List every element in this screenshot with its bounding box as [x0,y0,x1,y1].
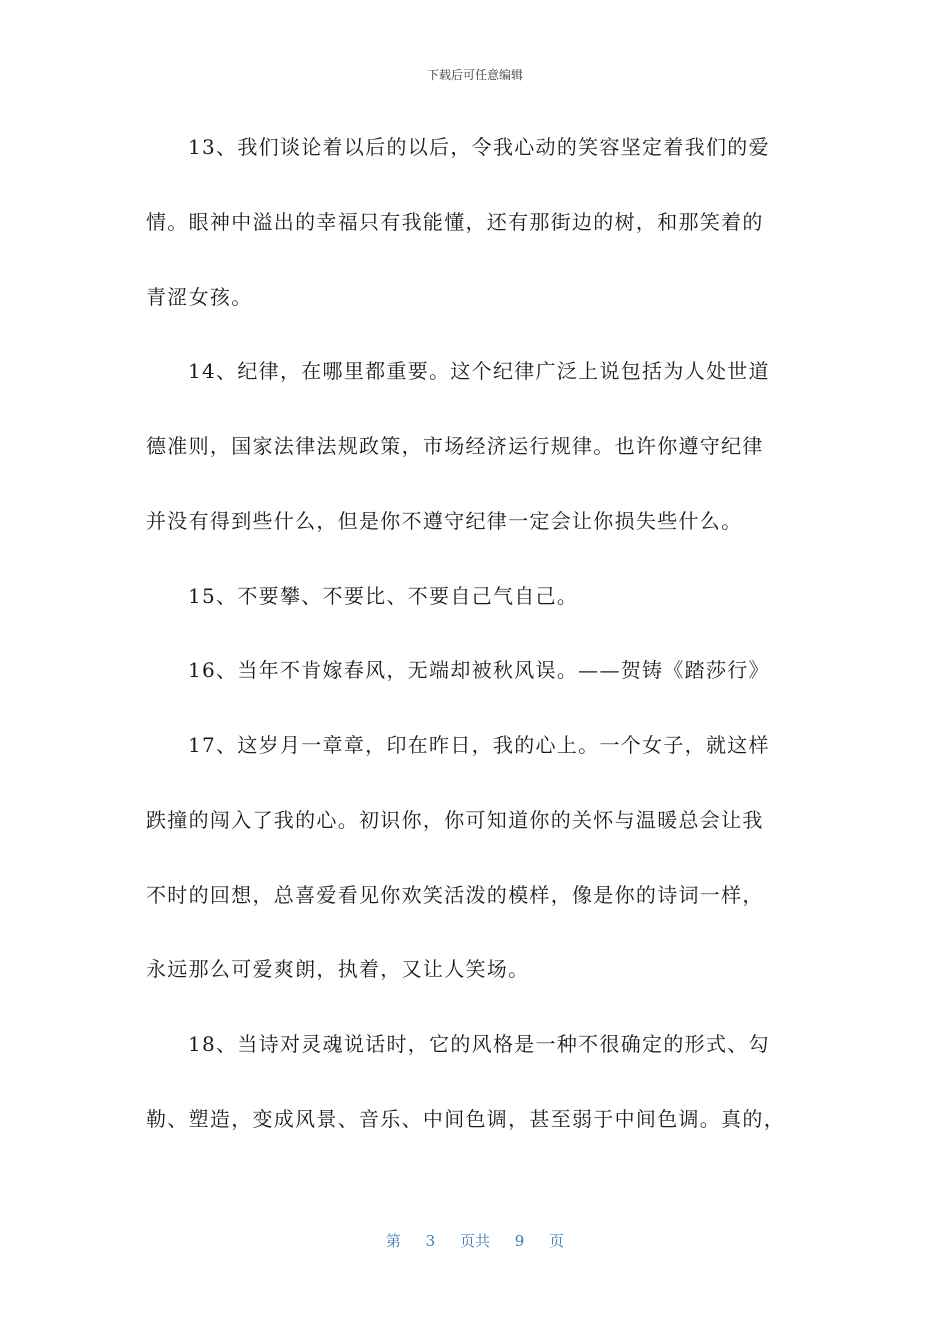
text-line: 并没有得到些什么，但是你不遵守纪律一定会让你损失些什么。 [146,509,743,533]
text-line: 青涩女孩。 [146,285,253,309]
page-header: 下载后可任意编辑 [426,68,523,82]
text-line: 不时的回想，总喜爱看见你欢笑活泼的模样，像是你的诗词一样， [146,883,764,907]
text-line: 永远那么可爱爽朗，执着，又让人笑场。 [146,957,530,981]
text-line: 情。眼神中溢出的幸福只有我能懂，还有那街边的树，和那笑着的 [146,210,764,234]
page-footer [0,1230,950,1251]
footer-total-pages: 9 [514,1232,525,1250]
text-line: 15、不要攀、不要比、不要自己气自己。 [188,584,579,608]
footer-middle: 页共 [459,1232,490,1250]
text-line: 勒、塑造，变成风景、音乐、中间色调，甚至弱于中间色调。真的， [146,1107,785,1131]
footer-page-number: 3 [425,1232,436,1250]
text-line: 跌撞的闯入了我的心。初识你，你可知道你的关怀与温暖总会让我 [146,808,764,832]
footer-suffix: 页 [549,1232,565,1250]
text-line: 18、当诗对灵魂说话时，它的风格是一种不很确定的形式、勾 [188,1032,770,1056]
text-line: 16、当年不肯嫁春风，无端却被秋风误。——贺铸《踏莎行》 [188,658,770,682]
text-line: 13、我们谈论着以后的以后，令我心动的笑容坚定着我们的爱 [188,135,770,159]
text-line: 德准则，国家法律法规政策，市场经济运行规律。也许你遵守纪律 [146,434,764,458]
footer-prefix: 第 [385,1232,401,1250]
text-line: 17、这岁月一章章，印在昨日，我的心上。一个女子，就这样 [188,733,770,757]
text-line: 14、纪律，在哪里都重要。这个纪律广泛上说包括为人处世道 [188,359,770,383]
